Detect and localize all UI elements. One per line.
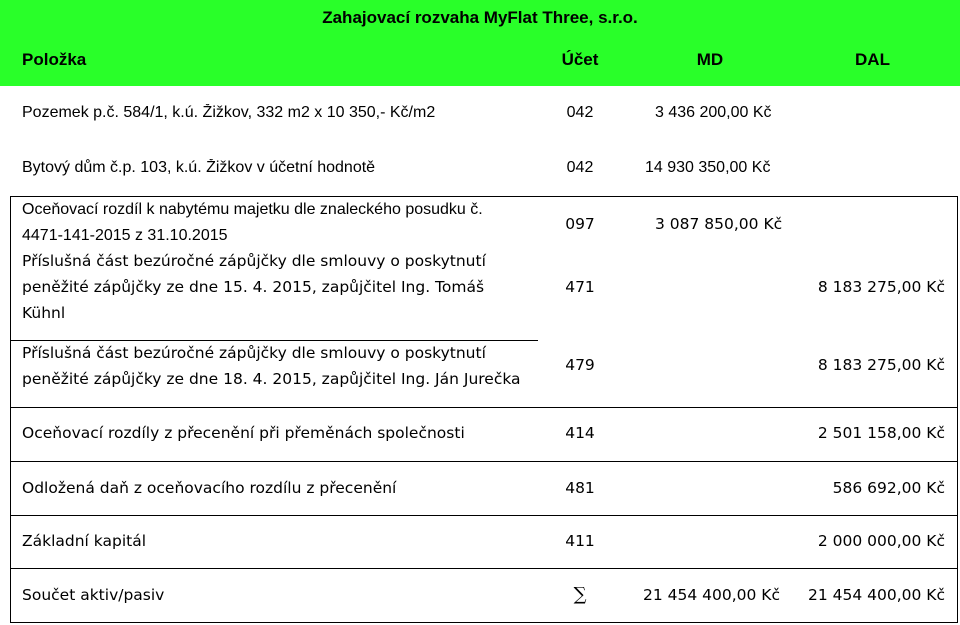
- total-md: 21 454 400,00 Kč: [642, 586, 780, 604]
- column-header-item: Položka: [22, 50, 87, 69]
- total-dal: 21 454 400,00 Kč: [807, 586, 945, 604]
- table-rule: [10, 515, 958, 516]
- table-border: [10, 196, 11, 623]
- row-item: Oceňovací rozdíly z přecenění při přeměnách společnosti: [22, 424, 465, 442]
- table-border: [957, 196, 958, 623]
- row-dal: 8 183 275,00 Kč: [817, 356, 945, 374]
- table-rule: [10, 568, 958, 569]
- row-dal: 2 000 000,00 Kč: [817, 532, 945, 550]
- row-account: 481: [565, 479, 595, 497]
- row-md: 14 930 350,00 Kč: [645, 159, 771, 176]
- row-account: 042: [566, 104, 594, 121]
- table-rule: [10, 407, 958, 408]
- row-md: 3 436 200,00 Kč: [655, 104, 772, 121]
- row-item: Pozemek p.č. 584/1, k.ú. Žižkov, 332 m2 x 10 350,- Kč/m2: [22, 104, 436, 121]
- sum-symbol: ∑: [573, 584, 587, 605]
- row-account: 042: [566, 159, 594, 176]
- row-account: 411: [565, 532, 595, 550]
- sheet-title: Zahajovací rozvaha MyFlat Three, s.r.o.: [322, 8, 638, 27]
- row-item: Bytový dům č.p. 103, k.ú. Žižkov v účetní hodnotě: [22, 159, 376, 176]
- row-item: Příslušná část bezúročné zápůjčky dle smlouvy o poskytnutí peněžité zápůjčky ze dne 18. 4. 2015, zapůjčitel Ing. Ján Jurečka: [22, 344, 521, 388]
- table-rule: [10, 196, 958, 197]
- column-header-dal: DAL: [855, 50, 890, 69]
- row-item: Příslušná část bezúročné zápůjčky dle smlouvy o poskytnutí peněžité zápůjčky ze dne 15. 4. 2015, zapůjčitel Ing. Tomáš Kühnl: [22, 252, 486, 322]
- row-dal: 586 692,00 Kč: [832, 479, 945, 497]
- table-rule: [10, 622, 958, 623]
- row-dal: 8 183 275,00 Kč: [817, 278, 945, 296]
- table-rule: [10, 461, 958, 462]
- row-item: Oceňovací rozdíl k nabytému majetku dle znaleckého posudku č. 4471-141-2015 z 31.10.2015: [22, 201, 483, 244]
- row-account: 479: [565, 356, 595, 374]
- row-item: Základní kapitál: [22, 532, 147, 550]
- row-account: 471: [565, 278, 595, 296]
- row-account: 414: [565, 424, 595, 442]
- column-header-account: Účet: [561, 50, 599, 69]
- row-account: 097: [565, 215, 595, 233]
- row-dal: 2 501 158,00 Kč: [817, 424, 945, 442]
- row-item: Odložená daň z oceňovacího rozdílu z přecenění: [22, 479, 397, 497]
- total-label: Součet aktiv/pasiv: [22, 586, 165, 604]
- table-rule: [10, 340, 538, 341]
- column-header-md: MD: [696, 50, 724, 69]
- row-md: 3 087 850,00 Kč: [655, 215, 783, 233]
